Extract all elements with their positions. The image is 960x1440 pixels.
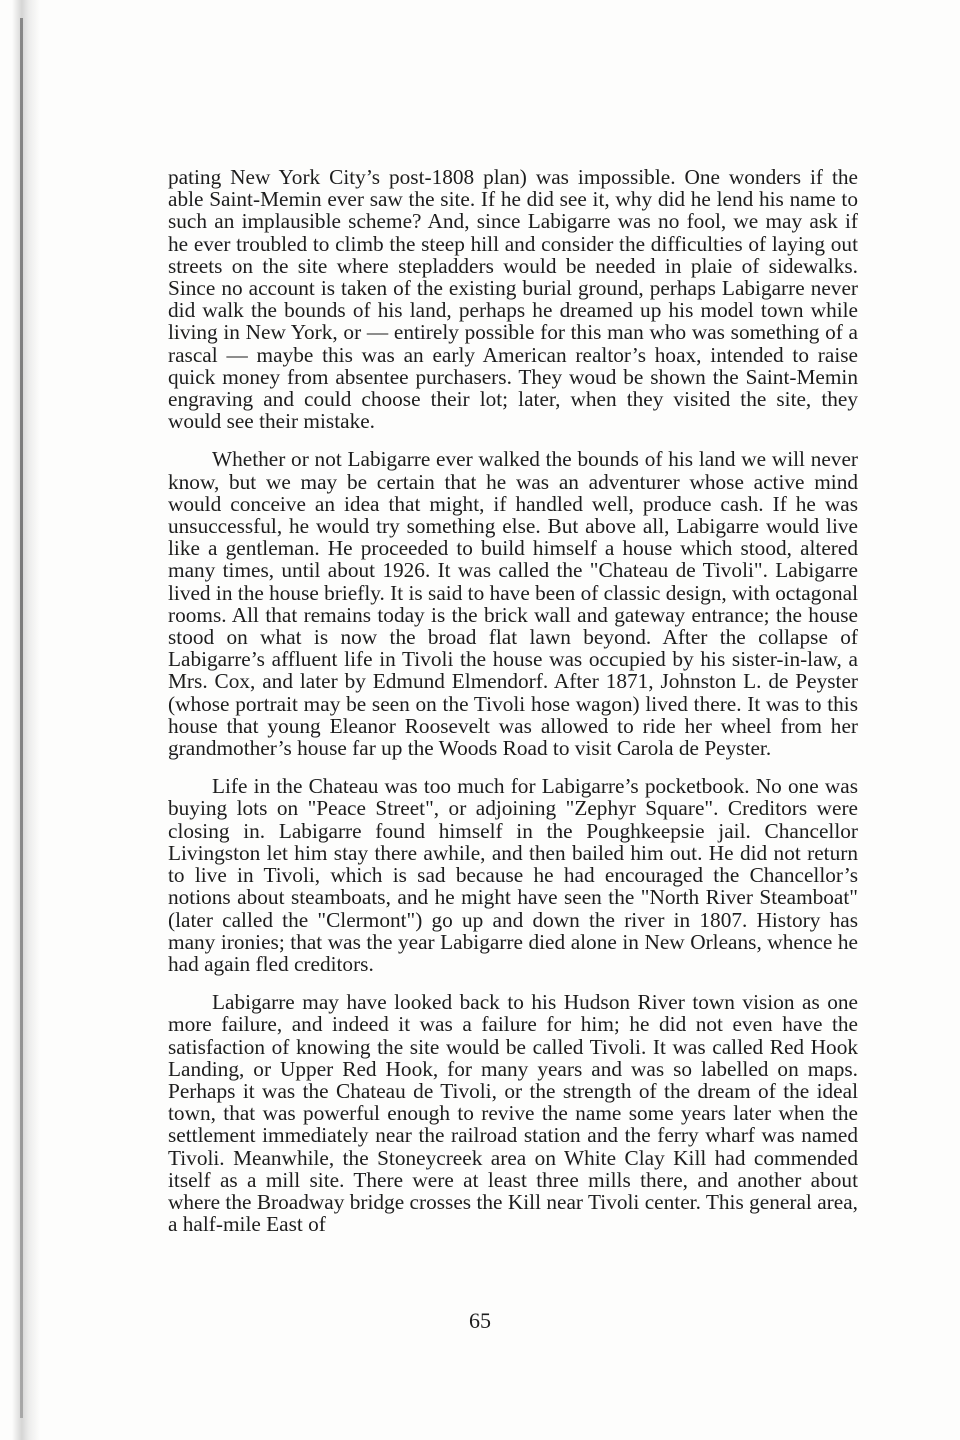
paragraph: Labigarre may have looked back to his Hudson River town vision as one more failure, and indeed it was a failure for him; he did not even have the satisfaction of knowing the site would be called Tivoli. It was called Red Hook Landing, or Upper Red Hook, for many years and was so labelled on maps. Perhaps it was the Chateau de Tivoli, or the strength of the dream of the ideal town, that was powerful enough to revive the name some years later when the settlement immediately near the railroad station and the ferry wharf was named Tivoli. Meanwhile, the Stoneycreek area on White Clay Kill had commended itself as a mill site. There were at least three mills there, and another about where the Broadway bridge crosses the Kill near Tivoli center. This general area, a half-mile East of xyxy=(168,990,858,1237)
page-number: 65 xyxy=(469,1308,491,1333)
paragraph: Life in the Chateau was too much for Labigarre’s pocketbook. No one was buying lots on "Peace Street", or adjoining "Zephyr Square". Creditors were closing in. Labigarre found himself in the Poughkeepsie jail. Chancellor Livingston let him stay there awhile, and then bailed him out. He did not return to live in Tivoli, which is sad because he had encouraged the Chancellor’s notions about steamboats, and he might have seen the "North River Steamboat" (later called the "Clermont") go up and down the river in 1807. History has many ironies; that was the year Labigarre died alone in New Orleans, whence he had again fled creditors. xyxy=(168,774,858,976)
body-text xyxy=(168,166,858,1251)
binding-shadow xyxy=(12,0,40,1440)
binding-edge xyxy=(20,18,23,1418)
paragraph: Whether or not Labigarre ever walked the bounds of his land we will never know, but we may be certain that he was an adventurer whose active mind would conceive an idea that might, if handled well, produce cash. If he was unsuccessful, he would try something else. But above all, Labigarre would live like a gentleman. He proceeded to build himself a house which stood, altered many times, until about 1926. It was called the "Chateau de Tivoli". Labigarre lived in the house briefly. It is said to have been of classic design, with octagonal rooms. All that remains today is the brick wall and gateway entrance; the house stood on what is now the broad flat lawn beyond. After the collapse of Labigarre’s affluent life in Tivoli the house was occupied by his sister-in-law, a Mrs. Cox, and later by Edmund Elmendorf. After 1871, Johnston L. de Peyster (whose portrait may be seen on the Tivoli hose wagon) lived there. It was to this house that young Eleanor Roosevelt was allowed to ride her wheel from her grandmother’s house far up the Woods Road to visit Carola de Peyster. xyxy=(168,447,858,761)
paragraph-continued: pating New York City’s post-1808 plan) was impossible. One wonders if the able Saint-Memin ever saw the site. If he did see it, why did he lend his name to such an implausible scheme? And, since Labigarre was no fool, we may ask if he ever troubled to climb the steep hill and consider the difficulties of laying out streets on the site where stepladders would be needed in plaie of sidewalks. Since no account is taken of the existing burial ground, perhaps Labigarre never did walk the bounds of his land, perhaps he dreamed up his model town while living in New York, or — entirely possible for this man who was something of a rascal — maybe this was an early American realtor’s hoax, intended to raise quick money from absentee purchasers. They woud be shown the Saint-Memin engraving and could choose their lot; later, when they visited the site, they would see their mistake. xyxy=(168,165,858,434)
